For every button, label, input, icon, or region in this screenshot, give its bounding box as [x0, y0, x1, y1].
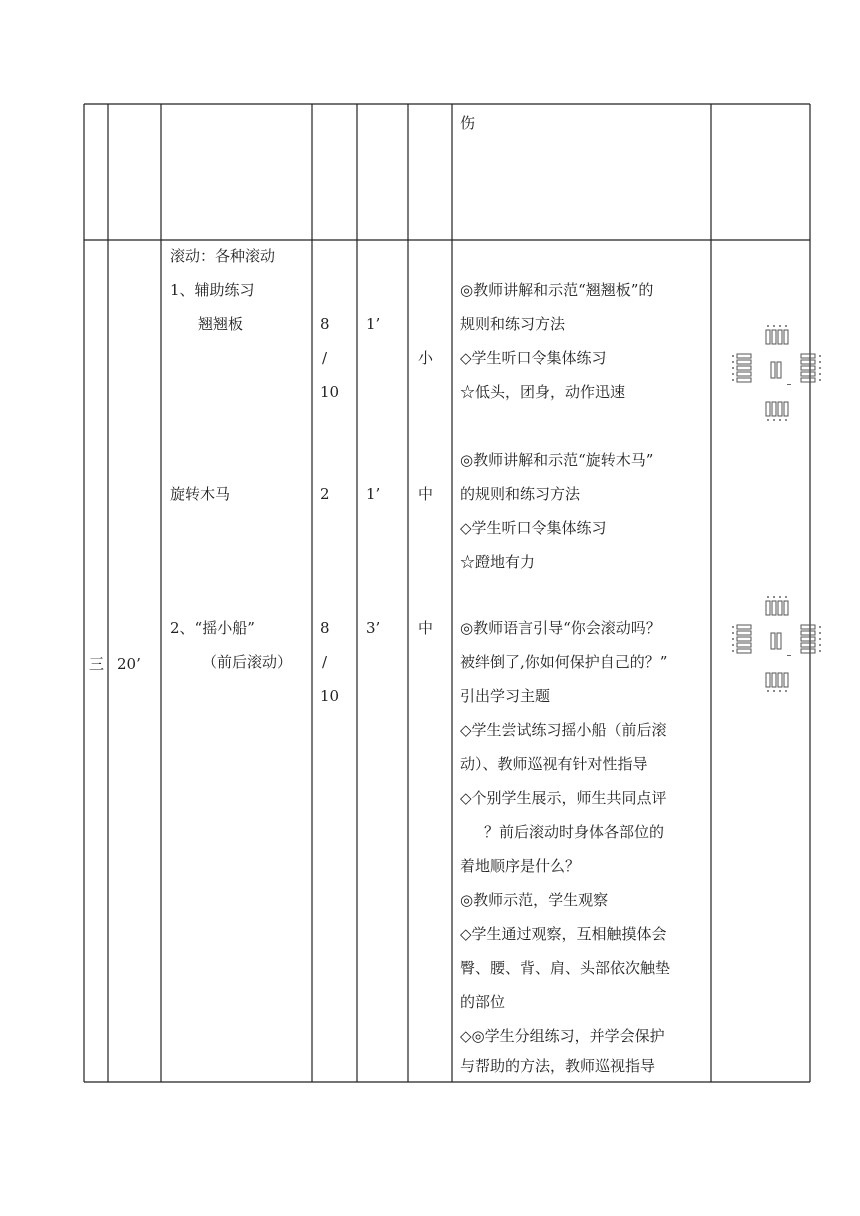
method-line: 伤: [460, 114, 476, 132]
count-value: /: [322, 653, 328, 671]
method-line: 规则和练习方法: [460, 315, 566, 333]
count-value: 10: [320, 383, 340, 401]
time-value: 1’: [366, 485, 381, 503]
method-line: 的部位: [460, 993, 506, 1011]
method-line: ◇个别学生展示，师生共同点评: [460, 789, 667, 807]
method-line: 臀、腰、背、肩、头部依次触垫: [460, 959, 671, 977]
formation-diagram: [729, 593, 825, 693]
method-line: ◎教师示范，学生观察: [460, 891, 609, 909]
content-line: （前后滚动）: [202, 653, 293, 671]
method-line: ◇◎学生分组练习，并学会保护: [460, 1027, 665, 1045]
method-line: ◇学生听口令集体练习: [460, 519, 607, 537]
method-line: ☆低头，团身，动作迅速: [460, 383, 626, 401]
time-value: 1’: [366, 315, 381, 333]
method-line: 引出学习主题: [460, 687, 551, 705]
count-value: 10: [320, 687, 340, 705]
intensity-value: 中: [418, 619, 434, 637]
content-line: 2、“摇小船”: [170, 619, 255, 637]
content-line: 旋转木马: [170, 485, 231, 503]
formation-diagram: [729, 322, 825, 422]
content-line: 翘翘板: [198, 315, 244, 333]
method-line: ◇学生尝试练习摇小船（前后滚: [460, 721, 667, 739]
method-line: 与帮助的方法，教师巡视指导: [460, 1057, 656, 1075]
method-line: 着地顺序是什么？: [460, 857, 581, 875]
method-line: 的规则和练习方法: [460, 485, 581, 503]
time-value: 3’: [366, 619, 381, 637]
content-line: 滚动：各种滚动: [170, 247, 276, 265]
method-line: 动）、教师巡视有针对性指导: [460, 755, 648, 773]
intensity-value: 小: [418, 349, 434, 367]
method-line: ？前后滚动时身体各部位的: [484, 823, 665, 841]
content-line: 1、辅助练习: [170, 281, 255, 299]
method-line: ◎教师语言引导“你会滚动吗？: [460, 619, 661, 637]
method-line: 被绊倒了,你如何保护自己的？”: [460, 653, 668, 671]
count-value: 2: [320, 485, 330, 503]
count-value: /: [322, 349, 328, 367]
part-number: 三: [89, 655, 105, 673]
method-line: ☆蹬地有力: [460, 553, 536, 571]
count-value: 8: [320, 315, 330, 333]
method-line: ◎教师讲解和示范“翘翘板”的: [460, 281, 654, 299]
method-line: ◎教师讲解和示范“旋转木马”: [460, 451, 654, 469]
method-line: ◇学生听口令集体练习: [460, 349, 607, 367]
method-line: ◇学生通过观察，互相触摸体会: [460, 925, 667, 943]
total-time: 20’: [117, 655, 141, 673]
count-value: 8: [320, 619, 330, 637]
intensity-value: 中: [418, 485, 434, 503]
